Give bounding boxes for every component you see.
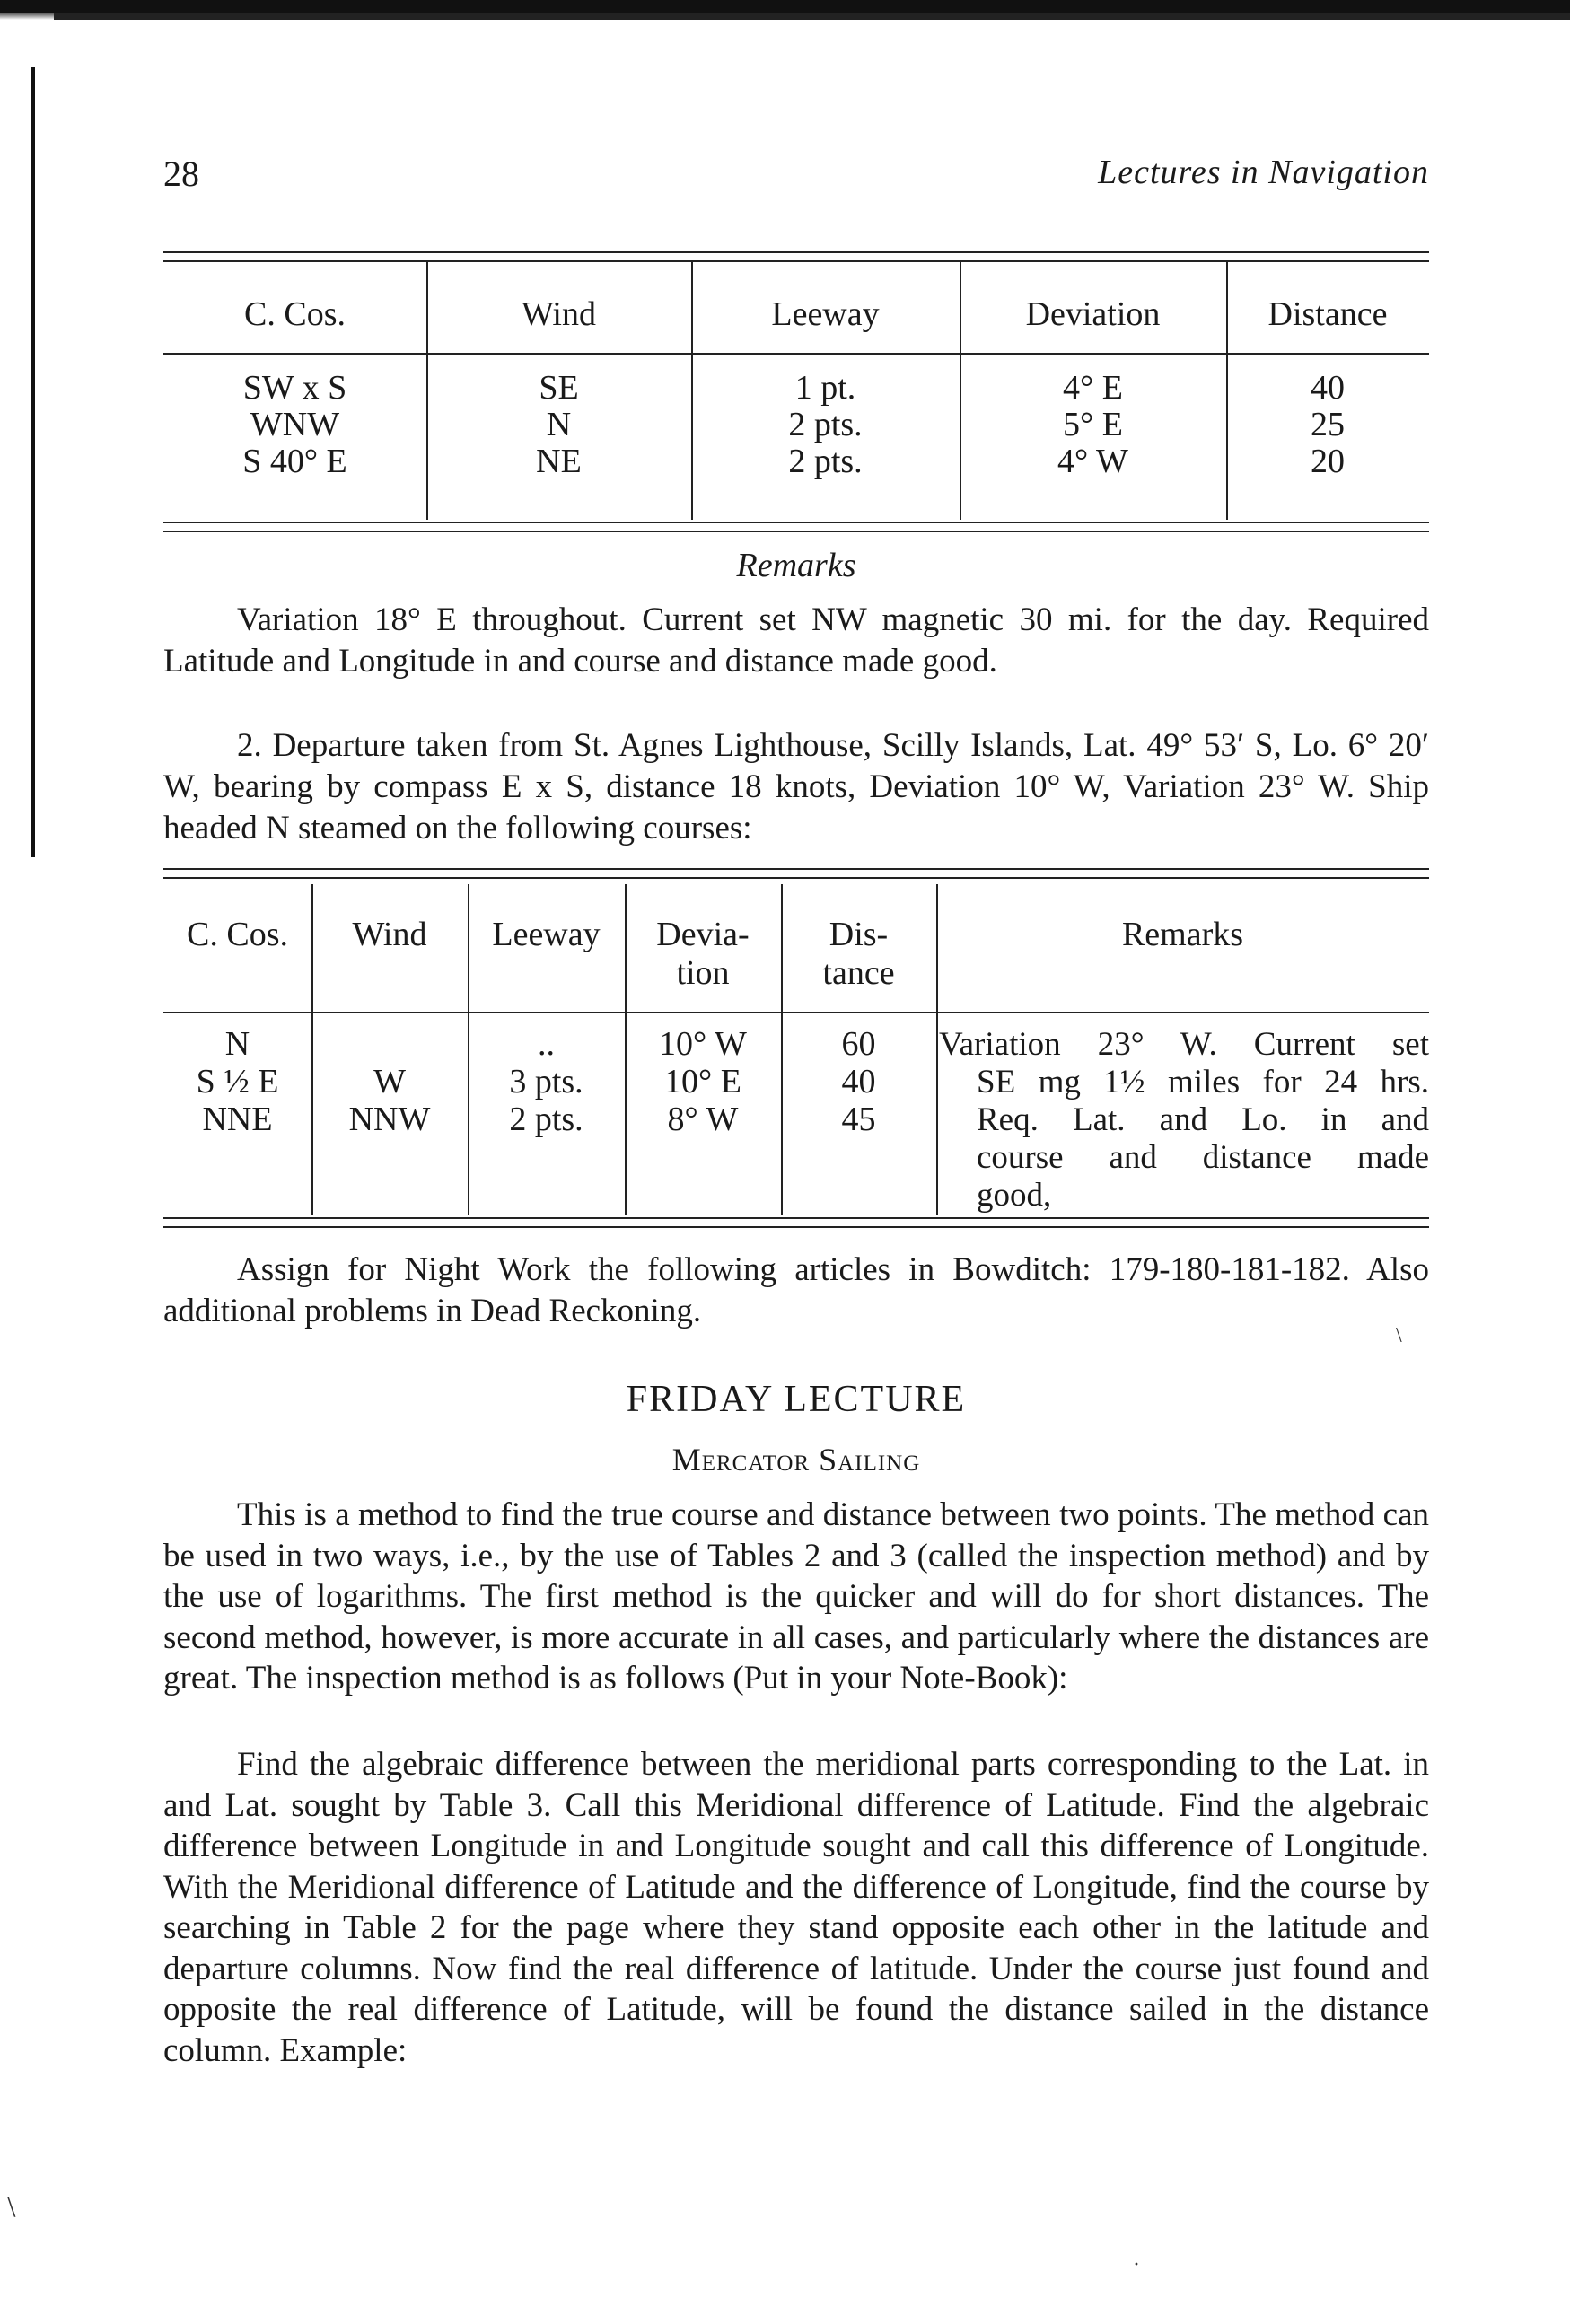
section-subtitle: Mercator Sailing [671, 1442, 921, 1478]
table-cell: NE [536, 443, 582, 480]
column-header: Wind [352, 916, 427, 953]
paragraph-problem-2: 2. Departure taken from St. Agnes Lighthouse, Scilly Islands, Lat. 49° 53′ S, Lo. 6° 20′ W, bearing by compass E x S, distance 18 knots, Deviation 10° W, Variation 23° W. Ship headed N steamed on the following courses: [163, 727, 1429, 846]
paragraph-assignment: Assign for Night Work the following articles in Bowditch: 179-180-181-182. Also additional problems in Dead Reckoning. [163, 1251, 1429, 1329]
table-cell: S ½ E [196, 1063, 279, 1101]
table-cell: S 40° E [242, 443, 347, 480]
remarks-line: SE mg 1½ miles for 24 hrs. [977, 1064, 1429, 1101]
table-cell: 25 [1311, 406, 1345, 443]
table-cell: 2 pts. [788, 406, 863, 443]
table-cell: 2 pts. [509, 1101, 583, 1138]
table-header-rule [163, 1012, 1429, 1013]
table-rule [163, 1226, 1429, 1228]
column-header: C. Cos. [187, 916, 288, 953]
table-header-rule [163, 353, 1429, 355]
table-rule [163, 531, 1429, 532]
remarks-line: course and distance made [977, 1139, 1429, 1176]
table-cell: W [373, 1063, 406, 1101]
scan-mark: \ [7, 2190, 16, 2223]
table-cell: 45 [841, 1101, 876, 1138]
table-rule [163, 877, 1429, 879]
table-rule [163, 868, 1429, 870]
remarks-line: good, [977, 1177, 1052, 1214]
table-cell: 8° W [667, 1101, 739, 1138]
column-header: Deviation [1025, 295, 1161, 333]
table-cell: 4° E [1063, 369, 1123, 407]
table-cell: 4° W [1057, 443, 1128, 480]
table-cell: 20 [1311, 443, 1345, 480]
page-number: 28 [163, 153, 199, 194]
column-header: Leeway [771, 295, 880, 333]
paragraph-inspection: Find the algebraic difference between the meridional parts corresponding to the Lat. in and Lat. sought by Table 3. Call this Meridional difference of Latitude. Find the algebraic difference between Longitude in and Longitude sought and call this difference of Longitude. With the Meridional difference of Latitude and the difference of Longitude, find the course by searching in Table 2 for the page where they stand opposite each other in the latitude and departure columns. Now find the real difference of latitude. Under the course just found and opposite the real difference of Latitude, will be found the distance sailed in the distance column. Example: [163, 1746, 1429, 2069]
table-cell: 60 [841, 1025, 876, 1063]
table-remarks-cell [939, 1026, 1429, 1215]
table-cell: 10° E [664, 1063, 741, 1101]
table-cell: 40 [841, 1063, 876, 1101]
table-cell: 2 pts. [788, 443, 863, 480]
scan-edge-rule [54, 13, 1570, 20]
table-cell: 5° E [1063, 406, 1123, 443]
table-cell: 40 [1311, 369, 1345, 407]
remarks-line: Variation 23° W. Current set [939, 1026, 1429, 1063]
table-cell: 10° W [659, 1025, 747, 1063]
remarks-line: Req. Lat. and Lo. in and [977, 1101, 1429, 1138]
section-title: FRIDAY LECTURE [626, 1379, 967, 1420]
table-rule [163, 1217, 1429, 1219]
scan-margin-line [31, 67, 35, 857]
paragraph-method: This is a method to find the true course and distance between two points. The method can be used in two ways, i.e., by the use of Tables 2 and 3 (called the inspection method) and by the use of logarithms. The first method is the quicker and will do for short distances. The second method, however, is more accurate in all cases, and particularly where the distances are great. The inspection method is as follows (Put in your Note-Book): [163, 1496, 1429, 1697]
column-header: Distance [1267, 295, 1388, 333]
table-rule [163, 251, 1429, 253]
scan-mark: \ [1396, 1324, 1402, 1347]
table-cell: NNW [348, 1101, 431, 1138]
table-cell: N [546, 406, 572, 443]
remarks-heading: Remarks [736, 547, 856, 584]
table-cell: WNW [250, 406, 340, 443]
table-cell: 3 pts. [509, 1063, 583, 1101]
column-header: C. Cos. [244, 295, 346, 333]
paragraph-variation: Variation 18° E throughout. Current set NW magnetic 30 mi. for the day. Required Latitude and Longitude in and course and distance made good. [163, 601, 1429, 680]
table-cell: NNE [202, 1101, 273, 1138]
table-cell: SW x S [242, 369, 347, 407]
column-header: Remarks [1121, 916, 1244, 953]
table-rule [163, 260, 1429, 262]
table-rule [163, 522, 1429, 523]
table-cell: .. [538, 1025, 555, 1063]
table-cell: N [224, 1025, 250, 1063]
scan-mark: · [1133, 2253, 1140, 2276]
table-cell: 1 pt. [794, 369, 856, 407]
table-cell: SE [539, 369, 579, 407]
column-header: Dis- tance [822, 916, 895, 992]
running-title: Lectures in Navigation [1098, 153, 1429, 191]
column-header: Devia- tion [656, 916, 750, 992]
column-header: Leeway [492, 916, 601, 953]
column-header: Wind [522, 295, 596, 333]
